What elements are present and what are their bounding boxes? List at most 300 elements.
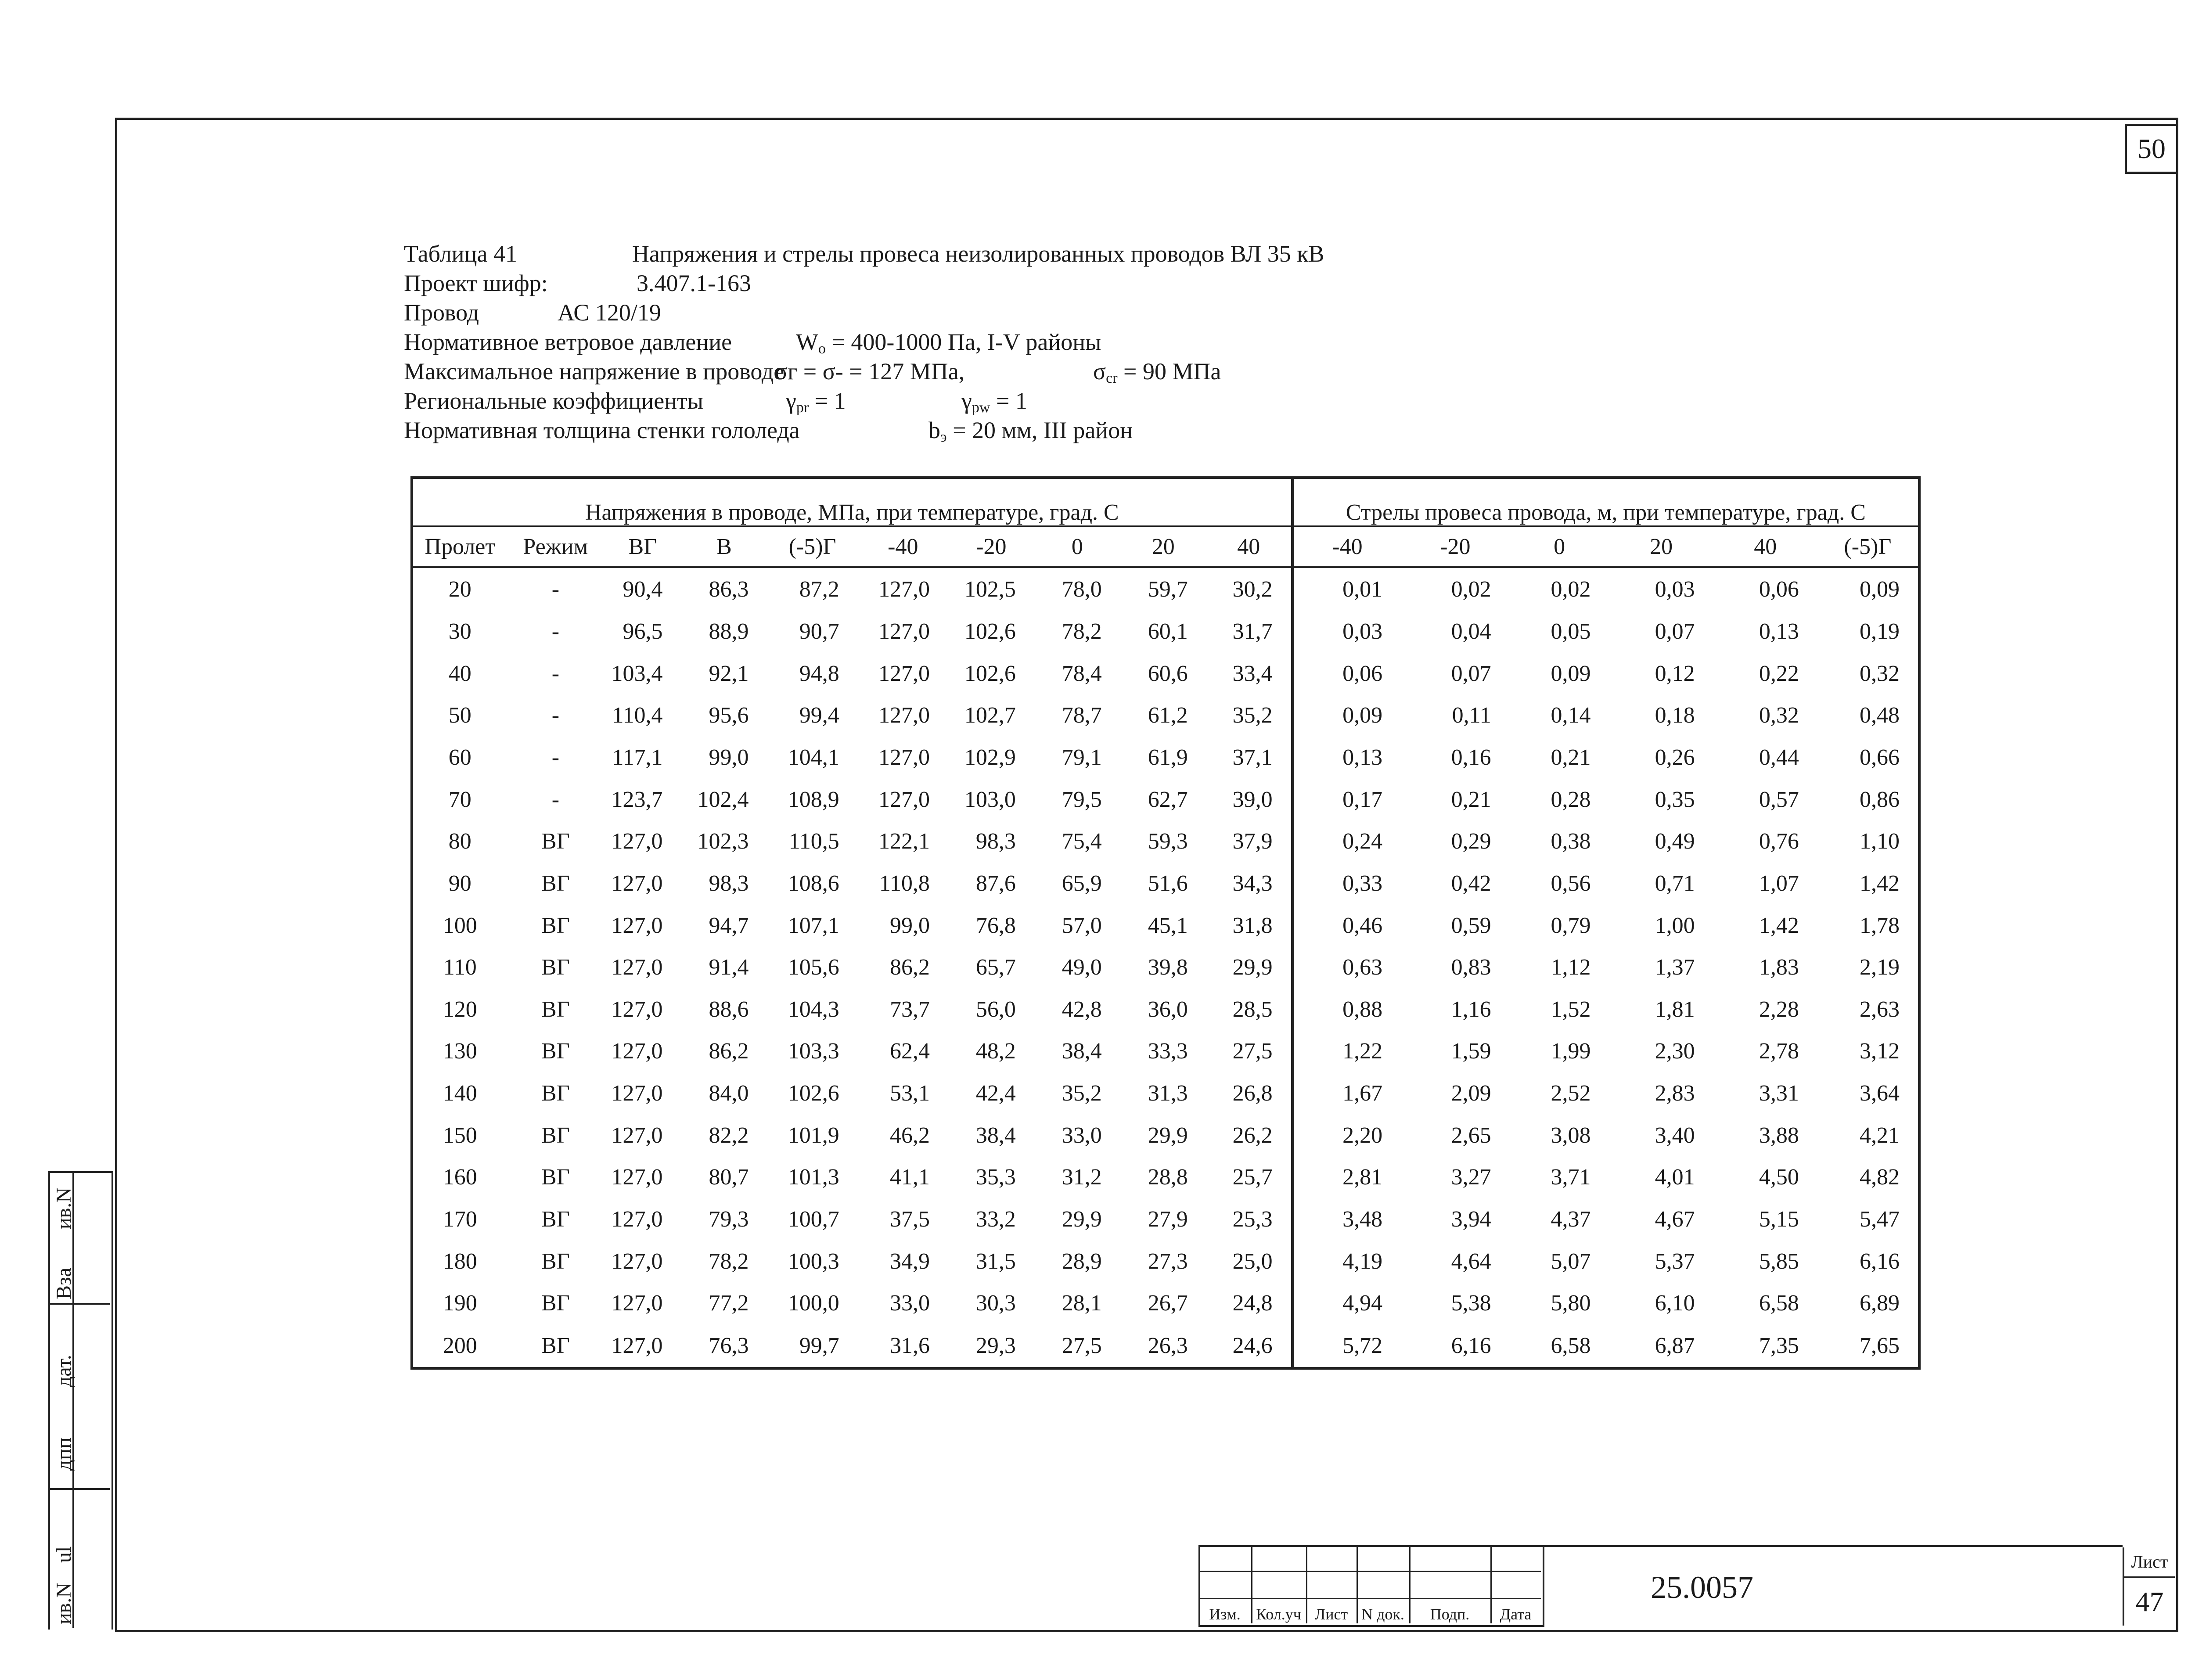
table-cell: 4,21: [1860, 1122, 1900, 1148]
table-cell: 0,33: [1342, 871, 1383, 896]
table-cell: 102,5: [964, 576, 1016, 602]
table-cell: 127,0: [611, 996, 663, 1022]
table-cell: 84,0: [709, 1081, 749, 1106]
table-cell: 100,7: [788, 1206, 839, 1232]
column-header: -40: [1292, 526, 1401, 568]
table-cell: 94,8: [799, 661, 839, 686]
table-cell: 0,13: [1759, 619, 1799, 644]
side-divider-1: [48, 1303, 110, 1305]
table-cell: 1,52: [1551, 996, 1591, 1022]
revision-stamp: [1198, 1545, 1541, 1623]
column-header: 0: [1510, 526, 1609, 568]
stamp-label-data: Дата: [1500, 1605, 1532, 1623]
table-cell: 30: [448, 619, 471, 644]
table-cell: 0,76: [1759, 829, 1799, 854]
table-cell: 105,6: [788, 955, 839, 980]
table-cell: 7,65: [1860, 1333, 1900, 1358]
table-cell: 0,59: [1451, 913, 1491, 938]
table-cell: 0,07: [1451, 661, 1491, 686]
table-cell: 5,15: [1759, 1206, 1799, 1232]
table-cell: 90: [448, 871, 471, 896]
table-cell: 0,16: [1451, 745, 1491, 770]
table-cell: 0,24: [1342, 829, 1383, 854]
table-cell: 117,1: [612, 745, 663, 770]
table-cell: 2,63: [1860, 996, 1900, 1022]
table-cell: 0,12: [1655, 661, 1695, 686]
table-cell: 110,5: [788, 829, 839, 854]
table-cell: 3,31: [1759, 1081, 1799, 1106]
table-cell: 127,0: [611, 1206, 663, 1232]
table-cell: 0,48: [1860, 703, 1900, 728]
table-cell: 4,19: [1342, 1248, 1383, 1274]
table-cell: -: [551, 576, 560, 602]
table-cell: 38,4: [1062, 1039, 1102, 1064]
table-cell: 127,0: [611, 1122, 663, 1148]
table-cell: 33,0: [889, 1291, 930, 1316]
table-cell: -: [551, 703, 560, 728]
table-cell: 0,04: [1451, 619, 1491, 644]
table-cell: 28,5: [1206, 988, 1292, 1030]
table-cell: 80,7: [709, 1165, 749, 1190]
table-cell: 0,02: [1551, 576, 1591, 602]
table-row: [412, 611, 1919, 653]
table-cell: 140: [443, 1081, 477, 1106]
column-header: (-5)Г: [767, 526, 857, 568]
table-column-header-row: [412, 526, 1919, 568]
table-cell: 25,3: [1206, 1198, 1292, 1241]
column-header: -20: [948, 526, 1034, 568]
column-header: -20: [1401, 526, 1509, 568]
wind-value: $W_o = 400-1000$ Па, I-V районы: [796, 329, 1101, 357]
table-cell: 90,4: [623, 576, 663, 602]
table-cell: 86,2: [889, 955, 930, 980]
table-cell: 76,8: [975, 913, 1016, 938]
table-cell: 2,65: [1451, 1122, 1491, 1148]
stamp-label-ndok: N док.: [1361, 1605, 1404, 1623]
table-cell: 99,0: [709, 745, 749, 770]
table-cell: 99,7: [799, 1333, 839, 1358]
table-cell: 127,0: [878, 576, 930, 602]
table-row: [412, 863, 1919, 905]
table-cell: 0,28: [1551, 787, 1591, 812]
table-cell: 0,86: [1860, 787, 1900, 812]
table-row: [412, 904, 1919, 946]
table-cell: 96,5: [623, 619, 663, 644]
table-cell: 6,16: [1860, 1248, 1900, 1274]
table-row: [412, 1282, 1919, 1324]
table-cell: -: [551, 661, 560, 686]
table-cell: ВГ: [541, 1333, 570, 1358]
table-cell: 101,3: [788, 1165, 839, 1190]
table-cell: 40: [448, 661, 471, 686]
table-cell: 1,99: [1551, 1039, 1591, 1064]
table-cell: 110: [443, 955, 477, 980]
table-cell: 0,32: [1860, 661, 1900, 686]
table-cell: 29,9: [1206, 946, 1292, 989]
table-cell: 27,3: [1148, 1248, 1188, 1274]
table-row: [412, 778, 1919, 820]
ice-value: $b_э = 20$ мм, III район: [928, 417, 1133, 445]
column-header: 20: [1120, 526, 1206, 568]
table-cell: ВГ: [541, 1206, 570, 1232]
table-cell: 78,2: [1062, 619, 1102, 644]
regional-label: Региональные коэффициенты: [404, 388, 704, 414]
sheet-top-number: 50: [2125, 124, 2178, 174]
table-cell: 25,7: [1206, 1156, 1292, 1198]
table-cell: 38,4: [975, 1122, 1016, 1148]
table-cell: 35,2: [1206, 694, 1292, 737]
table-cell: 26,3: [1148, 1333, 1188, 1358]
table-row: [412, 946, 1919, 989]
table-cell: 0,09: [1860, 576, 1900, 602]
table-cell: 0,06: [1342, 661, 1383, 686]
table-cell: 41,1: [889, 1165, 930, 1190]
table-cell: 102,4: [697, 787, 749, 812]
table-cell: 103,3: [788, 1039, 839, 1064]
table-cell: 99,0: [889, 913, 930, 938]
stamp-label-podp: Подп.: [1430, 1605, 1470, 1623]
table-cell: 31,6: [889, 1333, 930, 1358]
table-cell: 39,8: [1148, 955, 1188, 980]
table-cell: 27,5: [1062, 1333, 1102, 1358]
table-cell: 57,0: [1062, 913, 1102, 938]
group-header-stress: Напряжения в проводе, МПа, при температуре, град. С: [412, 478, 1292, 526]
table-cell: 65,7: [975, 955, 1016, 980]
stamp-label-izm: Изм.: [1209, 1605, 1241, 1623]
table-row: [412, 1198, 1919, 1241]
table-cell: 1,42: [1759, 913, 1799, 938]
table-cell: 53,1: [889, 1081, 930, 1106]
table-cell: 98,3: [975, 829, 1016, 854]
table-cell: 103,0: [964, 787, 1016, 812]
side-label-ul: ul: [52, 1546, 76, 1563]
table-cell: ВГ: [541, 1291, 570, 1316]
table-cell: 0,79: [1551, 913, 1591, 938]
table-cell: ВГ: [541, 1248, 570, 1274]
table-cell: 37,5: [889, 1206, 930, 1232]
maxstress-value-cr: $\sigma_{cr} = 90$ МПа: [1093, 358, 1221, 386]
table-cell: 30,2: [1206, 567, 1292, 611]
sheet-number: 47: [2135, 1586, 2164, 1617]
table-cell: 160: [443, 1165, 477, 1190]
table-cell: 98,3: [709, 871, 749, 896]
table-cell: 110,4: [612, 703, 663, 728]
table-cell: 4,64: [1451, 1248, 1491, 1274]
table-cell: 0,21: [1551, 745, 1591, 770]
table-cell: 0,56: [1551, 871, 1591, 896]
maxstress-value: σг = σ- = 127 МПа,: [775, 358, 965, 385]
column-header: 0: [1034, 526, 1120, 568]
table-cell: 34,3: [1206, 863, 1292, 905]
table-cell: 60,1: [1148, 619, 1188, 644]
table-cell: -: [551, 745, 560, 770]
table-cell: 3,94: [1451, 1206, 1491, 1232]
table-cell: 86,3: [709, 576, 749, 602]
column-header: 20: [1609, 526, 1713, 568]
table-cell: 37,1: [1206, 737, 1292, 779]
table-cell: 31,7: [1206, 611, 1292, 653]
table-cell: 104,1: [788, 745, 839, 770]
table-cell: 127,0: [611, 913, 663, 938]
table-cell: 65,9: [1062, 871, 1102, 896]
table-cell: 46,2: [889, 1122, 930, 1148]
table-cell: 1,83: [1759, 955, 1799, 980]
table-cell: 0,32: [1759, 703, 1799, 728]
table-cell: 6,58: [1759, 1291, 1799, 1316]
table-cell: 76,3: [709, 1333, 749, 1358]
table-cell: 0,22: [1759, 661, 1799, 686]
table-cell: 180: [443, 1248, 477, 1274]
table-cell: 1,78: [1860, 913, 1900, 938]
table-cell: 100,0: [788, 1291, 839, 1316]
table-cell: 82,2: [709, 1122, 749, 1148]
table-cell: 34,9: [889, 1248, 930, 1274]
table-cell: 0,88: [1342, 996, 1383, 1022]
table-cell: 42,8: [1062, 996, 1102, 1022]
table-cell: 4,67: [1655, 1206, 1695, 1232]
table-cell: 99,4: [799, 703, 839, 728]
table-cell: 4,82: [1860, 1165, 1900, 1190]
table-cell: 20: [448, 576, 471, 602]
table-cell: 102,6: [788, 1081, 839, 1106]
table-cell: 94,7: [709, 913, 749, 938]
table-cell: 26,8: [1206, 1072, 1292, 1115]
table-cell: 1,16: [1451, 996, 1491, 1022]
table-cell: 4,50: [1759, 1165, 1799, 1190]
table-cell: 1,81: [1655, 996, 1695, 1022]
table-row: [412, 652, 1919, 694]
table-cell: 0,19: [1860, 619, 1900, 644]
table-cell: 33,3: [1148, 1039, 1188, 1064]
title-block-top-line: [1541, 1545, 2123, 1547]
table-cell: 28,1: [1062, 1291, 1102, 1316]
table-cell: 127,0: [611, 871, 663, 896]
table-cell: 4,94: [1342, 1291, 1383, 1316]
table-cell: 0,83: [1451, 955, 1491, 980]
table-cell: 0,07: [1655, 619, 1695, 644]
table-cell: 42,4: [975, 1081, 1016, 1106]
table-cell: 86,2: [709, 1039, 749, 1064]
table-cell: 78,7: [1062, 703, 1102, 728]
table-cell: 0,13: [1342, 745, 1383, 770]
table-cell: 26,2: [1206, 1114, 1292, 1156]
table-cell: 0,17: [1342, 787, 1383, 812]
table-cell: ВГ: [541, 1165, 570, 1190]
table-cell: 50: [448, 703, 471, 728]
table-cell: 127,0: [611, 1165, 663, 1190]
table-cell: 102,7: [964, 703, 1016, 728]
table-cell: 35,2: [1062, 1081, 1102, 1106]
table-cell: 0,71: [1655, 871, 1695, 896]
table-cell: 104,3: [788, 996, 839, 1022]
table-cell: 29,9: [1148, 1122, 1188, 1148]
table-cell: 31,8: [1206, 904, 1292, 946]
table-cell: 33,4: [1206, 652, 1292, 694]
group-header-sag: Стрелы провеса провода, м, при температуре, град. С: [1292, 478, 1919, 526]
column-header: 40: [1713, 526, 1817, 568]
table-cell: 0,11: [1452, 703, 1491, 728]
table-cell: 127,0: [878, 703, 930, 728]
table-cell: 4,37: [1551, 1206, 1591, 1232]
table-cell: 122,1: [878, 829, 930, 854]
table-cell: 110,8: [879, 871, 930, 896]
table-cell: 24,8: [1206, 1282, 1292, 1324]
table-cell: 0,35: [1655, 787, 1695, 812]
table-cell: 5,07: [1551, 1248, 1591, 1274]
column-header: -40: [858, 526, 948, 568]
table-cell: 88,6: [709, 996, 749, 1022]
table-cell: 79,3: [709, 1206, 749, 1232]
table-cell: 79,5: [1062, 787, 1102, 812]
table-cell: ВГ: [541, 996, 570, 1022]
table-cell: 2,83: [1655, 1081, 1695, 1106]
table-cell: 6,87: [1655, 1333, 1695, 1358]
table-cell: 3,27: [1451, 1165, 1491, 1190]
table-row: [412, 1114, 1919, 1156]
table-cell: 0,01: [1342, 576, 1383, 602]
table-cell: 170: [443, 1206, 477, 1232]
table-cell: 80: [448, 829, 471, 854]
table-cell: 78,2: [709, 1248, 749, 1274]
table-row: [412, 820, 1919, 863]
table-cell: 3,71: [1551, 1165, 1591, 1190]
table-cell: 3,08: [1551, 1122, 1591, 1148]
table-cell: 28,9: [1062, 1248, 1102, 1274]
table-cell: 101,9: [788, 1122, 839, 1148]
table-cell: 0,57: [1759, 787, 1799, 812]
table-cell: 0,46: [1342, 913, 1383, 938]
table-cell: 70: [448, 787, 471, 812]
table-row: [412, 1030, 1919, 1072]
side-label-vza: Вза: [52, 1267, 76, 1299]
table-cell: 30,3: [975, 1291, 1016, 1316]
table-cell: 1,22: [1342, 1039, 1383, 1064]
table-cell: 49,0: [1062, 955, 1102, 980]
table-cell: 3,12: [1860, 1039, 1900, 1064]
table-cell: 0,14: [1551, 703, 1591, 728]
table-row: [412, 1324, 1919, 1368]
table-cell: 6,89: [1860, 1291, 1900, 1316]
table-cell: 1,12: [1551, 955, 1591, 980]
table-cell: 0,09: [1342, 703, 1383, 728]
table-row: [412, 1072, 1919, 1115]
side-label-podp: дпп: [52, 1437, 76, 1471]
stamp-label-kol: Кол.уч: [1256, 1605, 1301, 1623]
table-cell: 0,66: [1860, 745, 1900, 770]
table-cell: 0,26: [1655, 745, 1695, 770]
wind-label: Нормативное ветровое давление: [404, 329, 732, 355]
column-header: Режим: [507, 526, 605, 568]
side-label-inv2: ив.N: [52, 1582, 76, 1624]
table-cell: 59,7: [1148, 576, 1188, 602]
table-cell: 35,3: [975, 1165, 1016, 1190]
table-cell: 2,28: [1759, 996, 1799, 1022]
table-cell: 0,05: [1551, 619, 1591, 644]
project-code: 3.407.1-163: [637, 270, 751, 296]
table-cell: 127,0: [878, 745, 930, 770]
table-cell: 33,2: [975, 1206, 1016, 1232]
wire-value: АС 120/19: [558, 299, 661, 326]
table-cell: ВГ: [541, 1122, 570, 1148]
table-cell: 5,80: [1551, 1291, 1591, 1316]
table-cell: 1,59: [1451, 1039, 1491, 1064]
table-cell: 31,2: [1062, 1165, 1102, 1190]
table-cell: 59,3: [1148, 829, 1188, 854]
stamp-label-list: Лист: [1314, 1605, 1348, 1623]
table-cell: 31,5: [975, 1248, 1016, 1274]
table-cell: 91,4: [709, 955, 749, 980]
table-cell: 88,9: [709, 619, 749, 644]
table-cell: 37,9: [1206, 820, 1292, 863]
column-header: В: [681, 526, 767, 568]
table-cell: 36,0: [1148, 996, 1188, 1022]
table-cell: 0,29: [1451, 829, 1491, 854]
table-row: [412, 694, 1919, 737]
table-cell: 0,38: [1551, 829, 1591, 854]
table-cell: 62,4: [889, 1039, 930, 1064]
table-title: Напряжения и стрелы провеса неизолированных проводов ВЛ 35 кВ: [632, 241, 1324, 267]
table-cell: 0,03: [1655, 576, 1695, 602]
table-cell: 0,49: [1655, 829, 1695, 854]
table-cell: 190: [443, 1291, 477, 1316]
gamma-pw: $\gamma_{pw} = 1$: [961, 388, 1027, 416]
table-cell: 108,9: [788, 787, 839, 812]
table-cell: 95,6: [709, 703, 749, 728]
table-cell: 107,1: [788, 913, 839, 938]
table-cell: 33,0: [1062, 1122, 1102, 1148]
side-label-date: дат.: [52, 1355, 76, 1387]
table-cell: 127,0: [611, 955, 663, 980]
table-cell: 127,0: [611, 1039, 663, 1064]
table-cell: 87,2: [799, 576, 839, 602]
table-cell: ВГ: [541, 1039, 570, 1064]
table-cell: 127,0: [611, 1081, 663, 1106]
table-cell: 92,1: [709, 661, 749, 686]
table-cell: 127,0: [611, 829, 663, 854]
table-row: [412, 988, 1919, 1030]
gamma-pr: $\gamma_{pr} = 1$: [786, 388, 846, 416]
table-cell: 5,38: [1451, 1291, 1491, 1316]
maxstress-label: Максимальное напряжение в проводе: [404, 358, 784, 385]
table-cell: 73,7: [889, 996, 930, 1022]
table-cell: 27,9: [1148, 1206, 1188, 1232]
table-cell: ВГ: [541, 1081, 570, 1106]
table-label: Таблица 41: [404, 241, 517, 267]
table-cell: 6,10: [1655, 1291, 1695, 1316]
table-row: [412, 1156, 1919, 1198]
table-cell: 26,7: [1148, 1291, 1188, 1316]
table-cell: 3,40: [1655, 1122, 1695, 1148]
table-cell: 1,10: [1860, 829, 1900, 854]
table-cell: 100: [443, 913, 477, 938]
table-cell: 29,9: [1062, 1206, 1102, 1232]
document-code: 25.0057: [1651, 1570, 1753, 1605]
table-cell: 87,6: [975, 871, 1016, 896]
table-cell: 0,21: [1451, 787, 1491, 812]
table-cell: 120: [443, 996, 477, 1022]
table-cell: 39,0: [1206, 778, 1292, 820]
table-cell: 2,30: [1655, 1039, 1695, 1064]
table-cell: 1,00: [1655, 913, 1695, 938]
column-header: ВГ: [604, 526, 681, 568]
table-cell: 127,0: [878, 787, 930, 812]
table-cell: 127,0: [611, 1248, 663, 1274]
table-cell: 3,64: [1860, 1081, 1900, 1106]
table-cell: 0,18: [1655, 703, 1695, 728]
table-cell: 2,78: [1759, 1039, 1799, 1064]
side-divider-2: [48, 1488, 110, 1490]
table-cell: 3,48: [1342, 1206, 1383, 1232]
